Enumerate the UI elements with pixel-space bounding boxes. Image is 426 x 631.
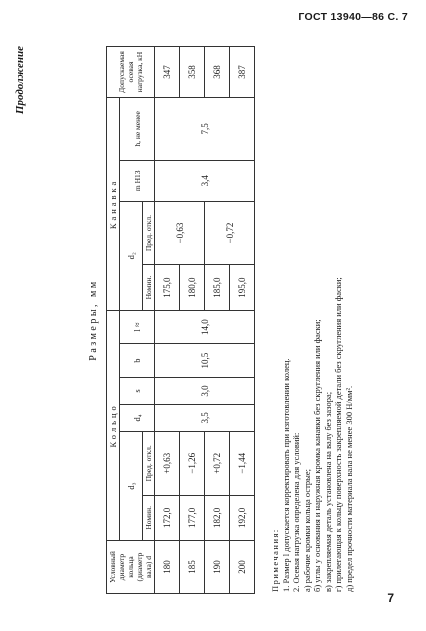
cell-d3-tolerance: −1,26 [180, 431, 205, 495]
header-d2: d₂ [120, 201, 143, 310]
cell-d2-tolerance: −0,72 [205, 201, 255, 265]
header-d2-nominal: Номин. [143, 265, 155, 310]
cell-b: 10,5 [155, 344, 255, 378]
cell-d: 190 [205, 541, 230, 594]
note-item: д) предел прочности материала вала не менее 300 Н/мм². [343, 385, 354, 592]
cell-d3-nominal: 172,0 [155, 495, 180, 540]
cell-d2-nominal: 185,0 [205, 265, 230, 310]
note-item: б) углы у основания и наружная кромка канавки без скругления или фаски; [312, 319, 322, 592]
header-ring: Кольцо [107, 310, 120, 540]
header-d4: d₄ [120, 404, 155, 431]
cell-load: 347 [155, 47, 180, 98]
cell-d2-nominal: 195,0 [230, 265, 255, 310]
header-b: b [120, 344, 155, 378]
cell-d2-nominal: 180,0 [180, 265, 205, 310]
cell-d2-tolerance: −0,63 [155, 201, 205, 265]
note-item: а) рабочие кромки кольца острые; [301, 468, 312, 592]
cell-d3-tolerance: +0,63 [155, 431, 180, 495]
header-m: m Н13 [120, 160, 155, 201]
header-nominal-diameter: Условный диаметр кольца (диаметр вала) d [107, 541, 155, 594]
header-s: s [120, 377, 155, 404]
note-item: в) закрепляемая деталь установлена на валу без зазора; [322, 391, 333, 592]
cell-d3-nominal: 182,0 [205, 495, 230, 540]
cell-load: 358 [180, 47, 205, 98]
cell-d3-nominal: 192,0 [230, 495, 255, 540]
cell-s: 3,0 [155, 377, 255, 404]
cell-h: 7,5 [155, 98, 255, 161]
cell-d2-nominal: 175,0 [155, 265, 180, 310]
header-h: h, не менее [120, 98, 155, 161]
notes-block [270, 46, 354, 592]
note-item: г) прилегающая к кольцу поверхность закрепляемой детали без скругления или фаски; [333, 277, 343, 592]
header-load: Допускаемая осевая нагрузка, кН [107, 47, 155, 98]
page-number: 7 [387, 591, 394, 605]
cell-d3-tolerance: −1,44 [230, 431, 255, 495]
cell-l: 14,0 [155, 310, 255, 344]
table-title: Размеры, мм [88, 279, 99, 361]
note-item: 2. Осевая нагрузка определена для условий: [291, 432, 301, 592]
cell-d: 180 [155, 541, 180, 594]
cell-load: 368 [205, 47, 230, 98]
cell-d4: 3,5 [155, 404, 255, 431]
continuation-label: Продолжение [14, 46, 26, 115]
cell-load: 387 [230, 47, 255, 98]
notes-heading: Примечания: [270, 528, 280, 592]
header-d3-nominal: Номин. [143, 495, 155, 540]
document-header: ГОСТ 13940—86 С. 7 [298, 11, 408, 23]
header-groove: Канавка [107, 98, 120, 311]
cell-d: 200 [230, 541, 255, 594]
note-item: 1. Размер l допускается корректировать при изготовлении колец. [280, 358, 291, 592]
cell-d: 185 [180, 541, 205, 594]
header-d3: d₃ [120, 431, 143, 540]
cell-d3-nominal: 177,0 [180, 495, 205, 540]
header-d2-tolerance: Пред. откл. [143, 201, 155, 265]
cell-d3-tolerance: +0,72 [205, 431, 230, 495]
header-l: l ≈ [120, 310, 155, 344]
rotated-sheet [8, 40, 400, 600]
dimensions-table [106, 46, 255, 594]
header-d3-tolerance: Пред. откл. [143, 431, 155, 495]
cell-m: 3,4 [155, 160, 255, 201]
